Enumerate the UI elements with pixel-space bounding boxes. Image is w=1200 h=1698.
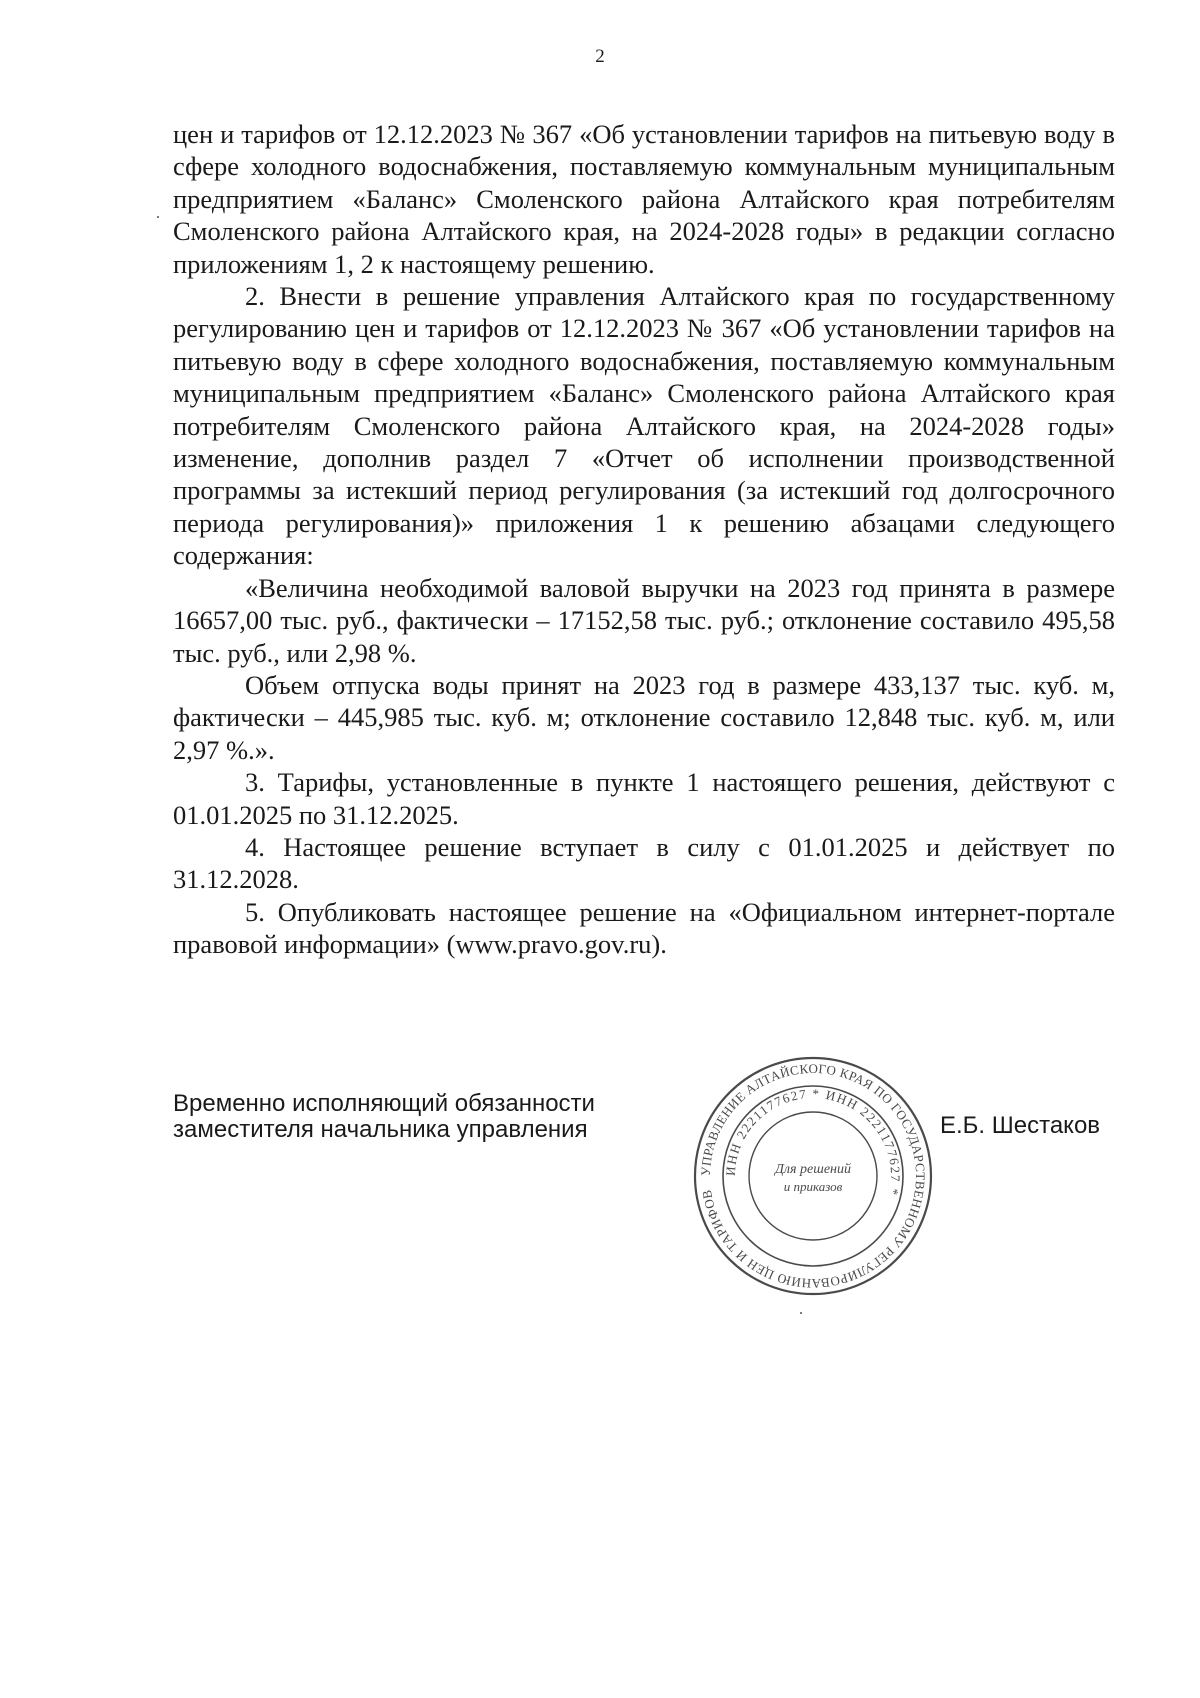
paragraph-revenue: «Величина необходимой валовой выручки на 2023 год принята в размере 16657,00 тыс. руб., фактически – 17152,58 тыс. руб.; отклонение составило 495,58 тыс. руб., или 2,98 %.: [173, 572, 1115, 668]
body-text: [173, 118, 1115, 961]
seal-center-line-2: и приказов: [783, 1179, 843, 1194]
paragraph-item-5: 5. Опубликовать настоящее решение на «Официальном интернет-портале правовой информации» (www.pravo.gov.ru).: [173, 896, 1115, 960]
paragraph-item-2: 2. Внести в решение управления Алтайского края по государственному регулированию цен и тарифов от 12.12.2023 № 367 «Об установлении тарифов на питьевую воду в сфере холодного водоснабжения, поставляемую коммунальным муниципальным предприятием «Баланс» Смоленского района Алтайского края потребителям Смоленского района Алтайского края, на 2024-2028 годы» изменение, дополнив раздел 7 «Отчет об исполнении производственной программы за истекший период регулирования (за истекший год долгосрочного периода регулирования)» приложения 1 к решению абзацами следующего содержания:: [173, 281, 1115, 571]
signer-name: Е.Б. Шестаков: [940, 1112, 1101, 1139]
scan-speck: [800, 1312, 802, 1314]
signer-position: [173, 1091, 693, 1143]
seal-center-line-1: Для решений: [775, 1162, 851, 1177]
seal-inn-text: ИНН 2221177627 * ИНН 2221177627 *: [722, 1085, 904, 1198]
scan-speck: [157, 216, 159, 218]
paragraph-item-4: 4. Настоящее решение вступает в силу с 01.01.2025 и действует по 31.12.2028.: [173, 831, 1115, 895]
paragraph-water-volume: Объем отпуска воды принят на 2023 год в размере 433,137 тыс. куб. м, фактически – 445,985 тыс. куб. м; отклонение составило 12,848 тыс. куб. м, или 2,97 %.».: [173, 669, 1115, 765]
signer-position-line-2: заместителя начальника управления: [173, 1116, 588, 1143]
official-seal: [690, 1053, 936, 1299]
seal-outer-text: УПРАВЛЕНИЕ АЛТАЙСКОГО КРАЯ ПО ГОСУДАРСТВЕННОМУ РЕГУЛИРОВАНИЮ ЦЕН И ТАРИФОВ: [697, 1060, 929, 1292]
paragraph-continuation: цен и тарифов от 12.12.2023 № 367 «Об установлении тарифов на питьевую воду в сфере холодного водоснабжения, поставляемую коммунальным муниципальным предприятием «Баланс» Смоленского района Алтайского края потребителям Смоленского района Алтайского края, на 2024-2028 годы» в редакции согласно приложениям 1, 2 к настоящему решению.: [173, 119, 1115, 279]
paragraph-item-3: 3. Тарифы, установленные в пункте 1 настоящего решения, действуют с 01.01.2025 по 31.12.2025.: [173, 767, 1115, 830]
signer-position-line-1: Временно исполняющий обязанности: [173, 1090, 595, 1117]
seal-graphic: [690, 1053, 936, 1299]
page-number: 2: [595, 46, 605, 67]
